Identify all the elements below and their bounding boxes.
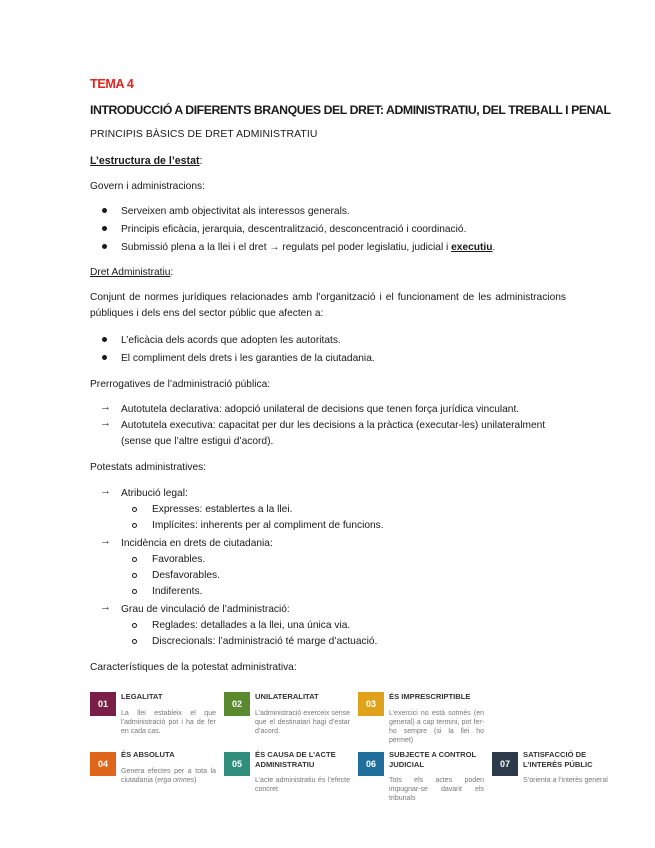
circle-bullet-icon (132, 507, 137, 512)
list-item: El compliment dels drets i les garanties de la ciutadania. (121, 353, 375, 364)
card-text: Tots els actes poden impugnar-se davant els tribunals (389, 777, 484, 802)
card-control-judicial (358, 750, 493, 810)
card-imprescriptible (358, 692, 493, 752)
card-text: La llei estableix el que l’administració pot i ha de fer en cada cas. (121, 710, 216, 735)
list-item: Expresses: establertes a la llei. (152, 504, 293, 515)
arrow-right-icon: → (100, 401, 111, 413)
card-number-badge: 02 (224, 692, 250, 716)
circle-bullet-icon (132, 557, 137, 562)
document-title: INTRODUCCIÓ A DIFERENTS BRANQUES DEL DRET: ADMINISTRATIU, DEL TREBALL I PENAL (90, 103, 611, 117)
card-title: SUBJECTE A CONTROL JUDICIAL (389, 750, 477, 769)
arrow-right-icon: → (100, 485, 111, 497)
list-item-continuation: (sense que l’altre estigui d’acord). (121, 436, 274, 447)
card-number-badge: 01 (90, 692, 116, 716)
card-text: L’exercici no està sotmès (en general) a cap termini, pot fer-ho sempre (si la llei ho permet) (389, 710, 484, 744)
card-legalitat (90, 692, 225, 752)
bullet-dot-icon (102, 208, 107, 213)
tema-heading: TEMA 4 (90, 77, 134, 91)
group-label: Incidència en drets de ciutadania: (121, 538, 273, 549)
card-title: ÉS ABSOLUTA (121, 750, 175, 759)
arrow-right-icon: → (100, 601, 111, 613)
card-number-badge: 05 (224, 752, 250, 776)
estructura-heading (90, 155, 202, 167)
list-item: L’eficàcia dels acords que adopten les autoritats. (121, 335, 341, 346)
list-item: Favorables. (152, 554, 206, 565)
card-title: SATISFACCIÓ DE L’INTERÈS PÚBLIC (523, 750, 593, 769)
group-label: Atribució legal: (121, 488, 188, 499)
circle-bullet-icon (132, 623, 137, 628)
section-subtitle: PRINCIPIS BÀSICS DE DRET ADMINISTRATIU (90, 129, 318, 140)
card-causa-acte (224, 750, 359, 810)
dret-admin-heading (90, 266, 173, 280)
card-interes-public (492, 750, 627, 810)
card-number-badge: 04 (90, 752, 116, 776)
potestats-heading: Potestats administratives: (90, 462, 207, 473)
circle-bullet-icon (132, 589, 137, 594)
item3-pre: Submissió plena a la llei i el dret → regulats pel poder legislatiu, judicial i (121, 242, 452, 253)
card-absoluta (90, 750, 225, 810)
group-label: Grau de vinculació de l’administració: (121, 604, 290, 615)
list-item: Autotutela declarativa: adopció unilateral de decisions que tenen força jurídica vinculant. (121, 404, 520, 415)
card-title: ÉS CAUSA DE L’ACTE ADMINISTRATIU (255, 750, 336, 769)
item3-bold: executiu (451, 242, 493, 253)
list-item: Serveixen amb objectivitat als interessos generals. (121, 206, 350, 217)
card-title: LEGALITAT (121, 692, 163, 701)
dret-admin-label: Dret Administratiu (90, 267, 171, 278)
bullet-dot-icon (102, 355, 107, 360)
card-text: L’acte administratiu és l’efecte concret (255, 777, 350, 793)
list-item: Principis eficàcia, jerarquia, descentralització, desconcentració i coordinació. (121, 224, 467, 235)
bullet-dot-icon (102, 226, 107, 231)
estructura-bold: L’estructura de l’estat (90, 155, 200, 167)
arrow-right-icon: → (100, 417, 111, 429)
card-text: L’administració exerceix sense que el destinatari hagi d’estar d’acord. (255, 710, 350, 735)
arrow-right-icon: → (100, 535, 111, 547)
circle-bullet-icon (132, 639, 137, 644)
list-item (121, 241, 495, 255)
item3-post: . (492, 242, 496, 253)
govern-heading: Govern i administracions: (90, 181, 205, 192)
list-item: Implícites: inherents per al compliment de funcions. (152, 520, 384, 531)
dret-admin-colon: : (170, 267, 174, 278)
list-item: Indiferents. (152, 586, 203, 597)
prerrogatives-heading: Prerrogatives de l’administració pública: (90, 379, 271, 390)
card-unilateralitat (224, 692, 359, 752)
card-number-badge: 06 (358, 752, 384, 776)
list-item: Desfavorables. (152, 570, 220, 581)
circle-bullet-icon (132, 523, 137, 528)
card-number-badge: 03 (358, 692, 384, 716)
list-item: Autotutela executiva: capacitat per dur les decisions a la pràctica (executar-les) unilateralment (121, 420, 546, 431)
circle-bullet-icon (132, 573, 137, 578)
caracteristiques-heading: Característiques de la potestat administrativa: (90, 662, 297, 673)
bullet-dot-icon (102, 337, 107, 342)
card-number-badge: 07 (492, 752, 518, 776)
bullet-dot-icon (102, 244, 107, 249)
list-item: Discrecionals: l’administració té marge d’actuació. (152, 636, 378, 647)
card-title: ÉS IMPRESCRIPTIBLE (389, 692, 471, 701)
card-text: S’orienta a l’interès general (523, 777, 608, 784)
card-text: Genera efectes per a tota la ciutadania (erga omnes) (121, 768, 216, 784)
dret-admin-paragraph: Conjunt de normes jurídiques relacionades amb l’organització i el funcionament de les administracions públiques i dels ens del sector públic que afecten a: (90, 292, 566, 319)
list-item: Reglades: detallades a la llei, una única via. (152, 620, 351, 631)
card-title: UNILATERALITAT (255, 692, 319, 701)
estructura-colon: : (199, 155, 203, 167)
